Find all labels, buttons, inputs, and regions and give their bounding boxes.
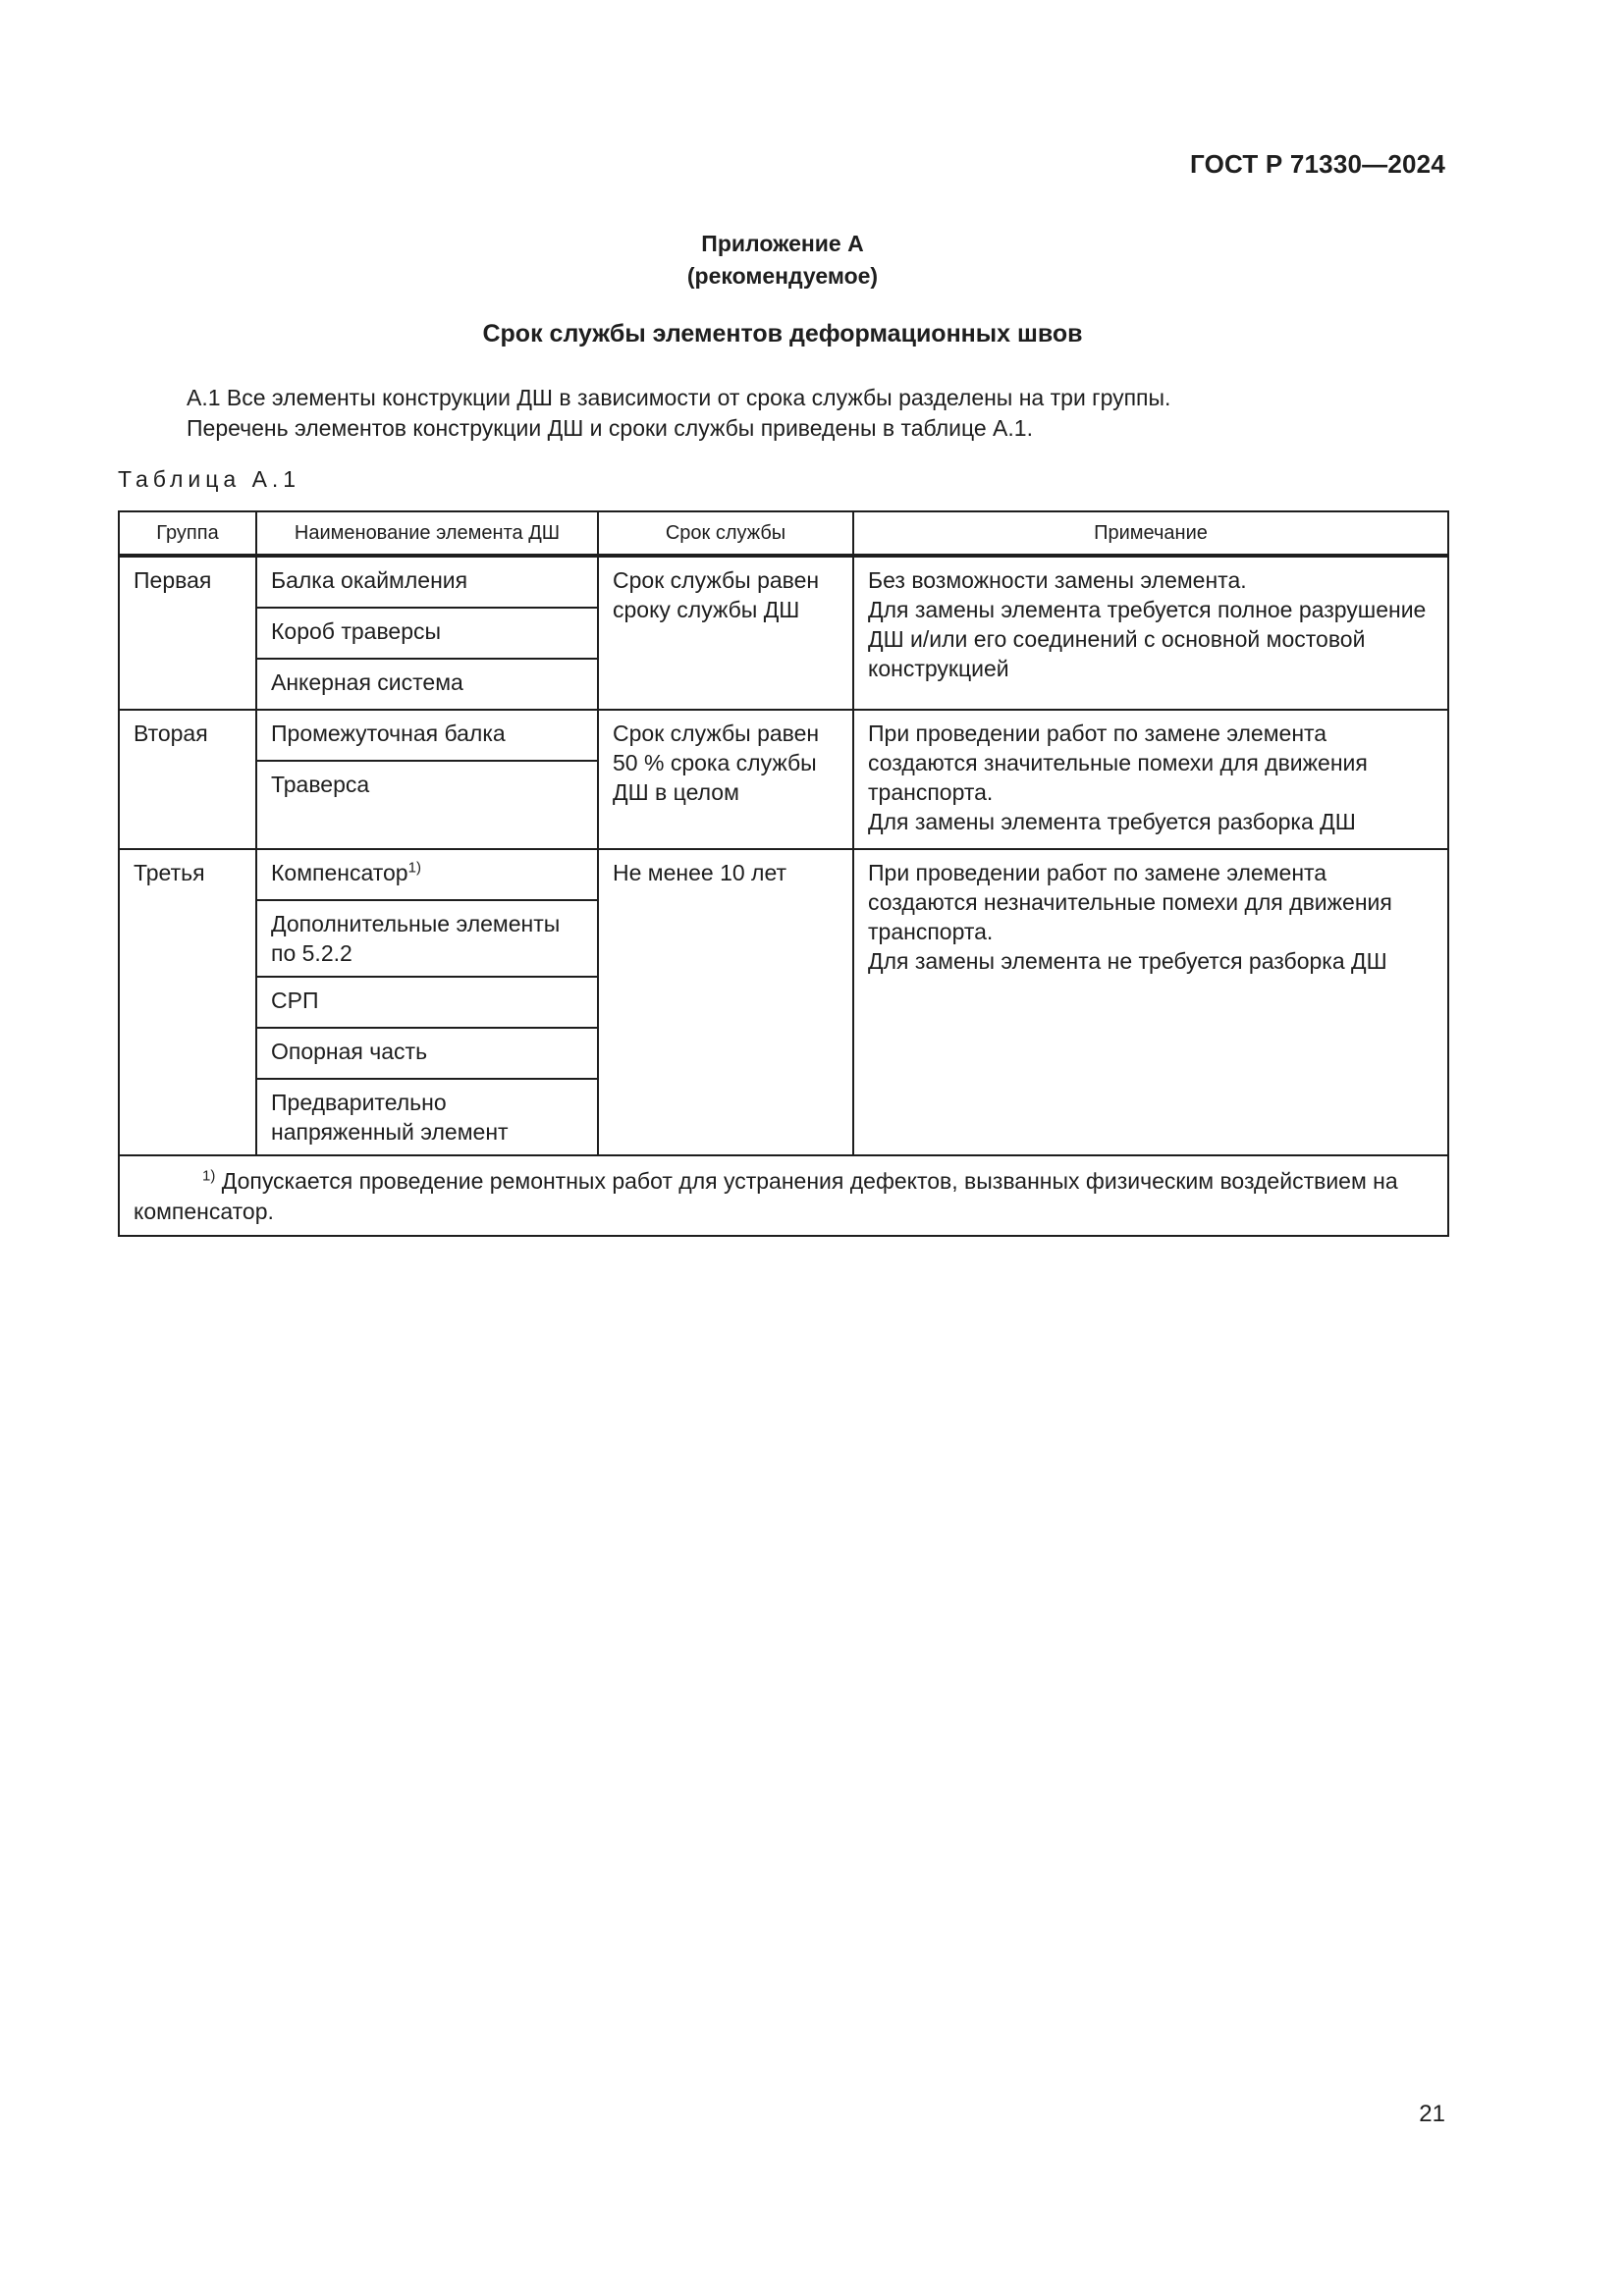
header-element-name: Наименование элемента ДШ	[256, 511, 598, 556]
document-code: ГОСТ Р 71330—2024	[1190, 149, 1445, 179]
footnote-text: Допускается проведение ремонтных работ для устранения дефектов, вызванных физическим воздействием на компенсатор.	[134, 1168, 1398, 1224]
element-name	[256, 849, 598, 900]
element-name: Анкерная система	[256, 659, 598, 710]
note	[853, 710, 1448, 849]
service-life: Срок службы равен 50 % срока службы ДШ в целом	[598, 710, 853, 849]
table-footnote-row	[119, 1155, 1448, 1236]
note-line: Без возможности замены элемента.	[868, 567, 1247, 593]
annex-subtitle: (рекомендуемое)	[686, 263, 879, 289]
element-name: Дополнительные элементы по 5.2.2	[256, 900, 598, 977]
table-row	[119, 849, 1448, 900]
group-name: Первая	[119, 556, 256, 710]
annex-heading	[0, 228, 1565, 293]
section-title: Срок службы элементов деформационных швов	[482, 320, 1083, 347]
intro-line-1: А.1 Все элементы конструкции ДШ в зависимости от срока службы разделены на три группы.	[187, 385, 1171, 410]
annex-title: Приложение А	[701, 231, 864, 256]
intro-paragraph	[187, 383, 1170, 444]
element-name: Короб траверсы	[256, 608, 598, 659]
header-group: Группа	[119, 511, 256, 556]
note-line: Для замены элемента не требуется разборка ДШ	[868, 948, 1387, 974]
note-line: При проведении работ по замене элемента создаются значительные помехи для движения транспорта.	[868, 721, 1368, 805]
note	[853, 556, 1448, 710]
table-row	[119, 556, 1448, 608]
table-label: Таблица А.1	[118, 466, 301, 492]
element-text: Компенсатор	[271, 860, 408, 885]
group-name: Вторая	[119, 710, 256, 849]
service-life-table	[118, 510, 1449, 1237]
footnote-mark: 1)	[407, 859, 421, 877]
service-life: Не менее 10 лет	[598, 849, 853, 1155]
note	[853, 849, 1448, 1155]
note-line: Для замены элемента требуется разборка ДШ	[868, 809, 1356, 834]
element-name: Промежуточная балка	[256, 710, 598, 761]
element-name: Балка окаймления	[256, 556, 598, 608]
table-row	[119, 710, 1448, 761]
element-name: Траверса	[256, 761, 598, 849]
intro-line-2: Перечень элементов конструкции ДШ и сроки службы приведены в таблице А.1.	[187, 415, 1033, 441]
header-note: Примечание	[853, 511, 1448, 556]
service-life: Срок службы равен сроку службы ДШ	[598, 556, 853, 710]
table-footnote	[119, 1155, 1448, 1236]
table-header-row	[119, 511, 1448, 556]
element-name: СРП	[256, 977, 598, 1028]
footnote-mark: 1)	[202, 1167, 216, 1185]
page-number: 21	[1419, 2101, 1445, 2127]
element-name: Опорная часть	[256, 1028, 598, 1079]
note-line: Для замены элемента требуется полное разрушение ДШ и/или его соединений с основной мостовой конструкцией	[868, 597, 1427, 681]
note-line: При проведении работ по замене элемента создаются незначительные помехи для движения транспорта.	[868, 860, 1392, 944]
header-service-life: Срок службы	[598, 511, 853, 556]
element-name: Предварительно напряженный элемент	[256, 1079, 598, 1155]
group-name: Третья	[119, 849, 256, 1155]
